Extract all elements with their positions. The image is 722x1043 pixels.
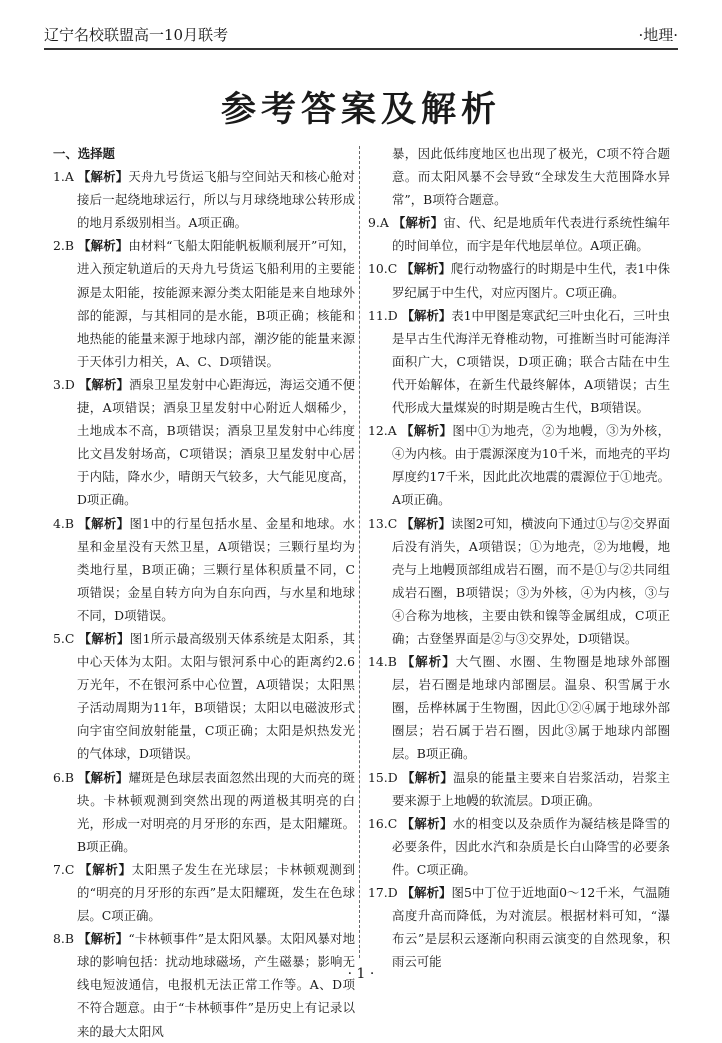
answer-item — [53, 234, 355, 373]
answer-text: 温泉的能量主要来自岩浆活动，岩浆主要来源于上地幔的软流层。D项正确。 — [392, 769, 670, 808]
analysis-tag: 【解析】 — [392, 215, 444, 231]
answer-item — [368, 650, 670, 765]
left-column — [53, 142, 355, 1043]
answer-continuation: 暴，因此低纬度地区也出现了极光，C项不符合题意。而太阳风暴不会导致“全球发生大范围降水异常”，B项符合题意。 — [392, 146, 670, 208]
answer-number: 11.D — [368, 307, 402, 323]
answer-number: 13.C — [368, 515, 402, 531]
answer-number: 10.C — [368, 261, 402, 277]
answer-number: 8.B — [53, 931, 79, 947]
analysis-tag: 【解析】 — [79, 861, 132, 877]
analysis-tag: 【解析】 — [78, 769, 129, 785]
answer-item — [53, 627, 355, 766]
page-header — [44, 24, 678, 50]
answer-text: 酒泉卫星发射中心距海远，海运交通不便捷，A项错误；酒泉卫星发射中心附近人烟稀少，土地成本不高，B项错误；酒泉卫星发射中心纬度比文昌发射场高，C项错误；酒泉卫星发射中心居于内陆，降水少，晴朗天气较多，大气能见度高，D项正确。 — [77, 376, 356, 508]
header-exam-name: 辽宁名校联盟高一10月联考 — [44, 26, 229, 44]
answer-item — [368, 881, 670, 973]
answer-text: 大气圈、水圈、生物圈是地球外部圈层，岩石圈是地球内部圈层。温泉、积雪属于水圈，岳桦林属于生物圈，因此①②④属于地球外部圈层；岩石属于岩石圈，因此③属于地球内部圈层。B项正确。 — [392, 654, 671, 762]
answer-item — [368, 304, 670, 419]
analysis-tag: 【解析】 — [401, 423, 453, 439]
answer-text: 耀斑是色球层表面忽然出现的大而亮的斑块。卡林顿观测到突然出现的两道极其明亮的白光，形成一对明亮的月牙形的东西，是太阳耀斑。B项正确。 — [77, 769, 356, 854]
analysis-tag: 【解析】 — [78, 376, 130, 392]
answer-item — [53, 858, 355, 927]
answer-number: 16.C — [368, 815, 402, 831]
column-divider — [359, 146, 360, 958]
answer-number: 7.C — [53, 861, 80, 877]
answer-number: 1.A — [53, 169, 78, 185]
right-answer-list — [368, 211, 670, 973]
analysis-tag: 【解析】 — [401, 654, 456, 670]
answer-text: 图1所示最高级别天体系统是太阳系，其中心天体为太阳。太阳与银河系中心的距离约2.6万光年，不在银河系中心位置，A项错误；太阳黑子活动周期为11年，B项错误；太阳以电磁波形式向宇宙空间放射能量，C项正确；太阳是炽热发光的气体球，D项错误。 — [77, 630, 355, 762]
answer-text: 水的相变以及杂质作为凝结核是降雪的必要条件，因此水汽和杂质是长白山降雪的必要条件。C项正确。 — [392, 815, 671, 877]
analysis-tag: 【解析】 — [78, 515, 130, 531]
left-answer-list — [53, 165, 355, 1043]
answer-text: 爬行动物盛行的时期是中生代，表1中侏罗纪属于中生代，对应丙图片。C项正确。 — [392, 261, 671, 300]
answer-number: 3.D — [53, 376, 79, 392]
analysis-tag: 【解析】 — [401, 261, 451, 277]
answer-item — [368, 211, 670, 257]
analysis-tag: 【解析】 — [77, 169, 129, 185]
answer-text: 由材料“飞船太阳能帆板顺利展开”可知，进入预定轨道后的天舟九号货运飞船利用的主要能源是太阳能，按能源来源分类太阳能是来自地球外部的能源，与其相同的是水能，B项正确；核能和地热能的能量来源于地球内部，潮汐能的能量来源于天体引力相关，A、C、D项错误。 — [77, 238, 356, 369]
right-column — [368, 142, 670, 973]
answer-number: 4.B — [53, 515, 79, 531]
answer-number: 2.B — [53, 238, 79, 254]
answer-text: 天舟九号货运飞船与空间站天和核心舱对接后一起绕地球运行，所以与月球绕地球公转形成的地月系级别相当。A项正确。 — [77, 169, 355, 231]
answer-number: 14.B — [368, 654, 402, 670]
answer-item — [368, 419, 670, 511]
answer-number: 5.C — [53, 630, 79, 646]
analysis-tag: 【解析】 — [401, 307, 452, 323]
analysis-tag: 【解析】 — [78, 630, 130, 646]
answer-item — [53, 512, 355, 627]
analysis-tag: 【解析】 — [401, 769, 454, 785]
answer-text: 太阳黑子发生在光球层；卡林顿观测到的“明亮的月牙形的东西”是太阳耀斑，发生在色球层。C项正确。 — [77, 861, 355, 924]
answer-item — [368, 257, 670, 303]
answer-item — [53, 373, 355, 512]
answer-item — [53, 165, 355, 234]
answer-text: “卡林顿事件”是太阳风暴。太阳风暴对地球的影响包括：扰动地球磁场，产生磁暴；影响无线电短波通信，电报机无法正常工作等。A、D项不符合题意。由于“卡林顿事件”是历史上有记录以来的最大太阳风 — [77, 931, 356, 1039]
answer-number: 6.B — [53, 769, 79, 785]
analysis-tag: 【解析】 — [401, 515, 451, 531]
answer-text: 图中①为地壳，②为地幔，③为外核，④为内核。由于震源深度为10千米，而地壳的平均厚度约17千米，因此此次地震的震源位于①地壳。A项正确。 — [392, 423, 671, 508]
section-title: 一、选择题 — [53, 146, 115, 161]
answer-text: 读图2可知，横波向下通过①与②交界面后没有消失，A项错误；①为地壳，②为地幔，地壳与上地幔顶部组成岩石圈，而不是①与②共同组成岩石圈，B项错误；③为外核，④为内核，③与④合称为地核，主要由铁和镍等金属组成，C项正确；古登堡界面是②与③交界处，D项错误。 — [392, 515, 671, 646]
answer-number: 15.D — [368, 769, 402, 785]
page-number: · 1 · — [347, 966, 375, 982]
answer-item — [368, 766, 670, 812]
analysis-tag: 【解析】 — [401, 885, 452, 900]
analysis-tag: 【解析】 — [78, 931, 129, 947]
answer-item — [53, 927, 355, 1042]
analysis-tag: 【解析】 — [401, 815, 453, 831]
answer-text: 宙、代、纪是地质年代表进行系统性编年的时间单位，而宇是年代地层单位。A项正确。 — [392, 215, 670, 254]
answer-item — [368, 512, 670, 651]
answer-text: 图1中的行星包括水星、金星和地球。水星和金星没有天然卫星，A项错误；三颗行星均为类地行星，B项正确；三颗行星体积质量不同，C项错误；金星自转方向为自东向西，与水星和地球不同，D项错误。 — [77, 515, 356, 623]
answer-item — [53, 766, 355, 858]
answer-text: 图5中丁位于近地面0～12千米，气温随高度升高而降低，为对流层。根据材料可知，“瀑布云”是层积云逐渐向积雨云演变的自然现象，积雨云可能 — [392, 885, 670, 970]
answer-number: 9.A — [368, 215, 393, 231]
answer-item — [368, 812, 670, 881]
page-title: 参考答案及解析 — [220, 90, 501, 130]
answer-number: 17.D — [368, 885, 402, 900]
header-subject: ·地理· — [638, 26, 678, 44]
analysis-tag: 【解析】 — [78, 238, 129, 254]
answer-number: 12.A — [368, 423, 402, 439]
answer-text: 表1中甲图是寒武纪三叶虫化石，三叶虫是早古生代海洋无脊椎动物，可推断当时可能海洋面积广大，C项错误，D项正确；联合古陆在中生代开始解体，在新生代最终解体，A项错误；古生代形成大量煤炭的时期是晚古生代，B项错误。 — [392, 307, 670, 416]
